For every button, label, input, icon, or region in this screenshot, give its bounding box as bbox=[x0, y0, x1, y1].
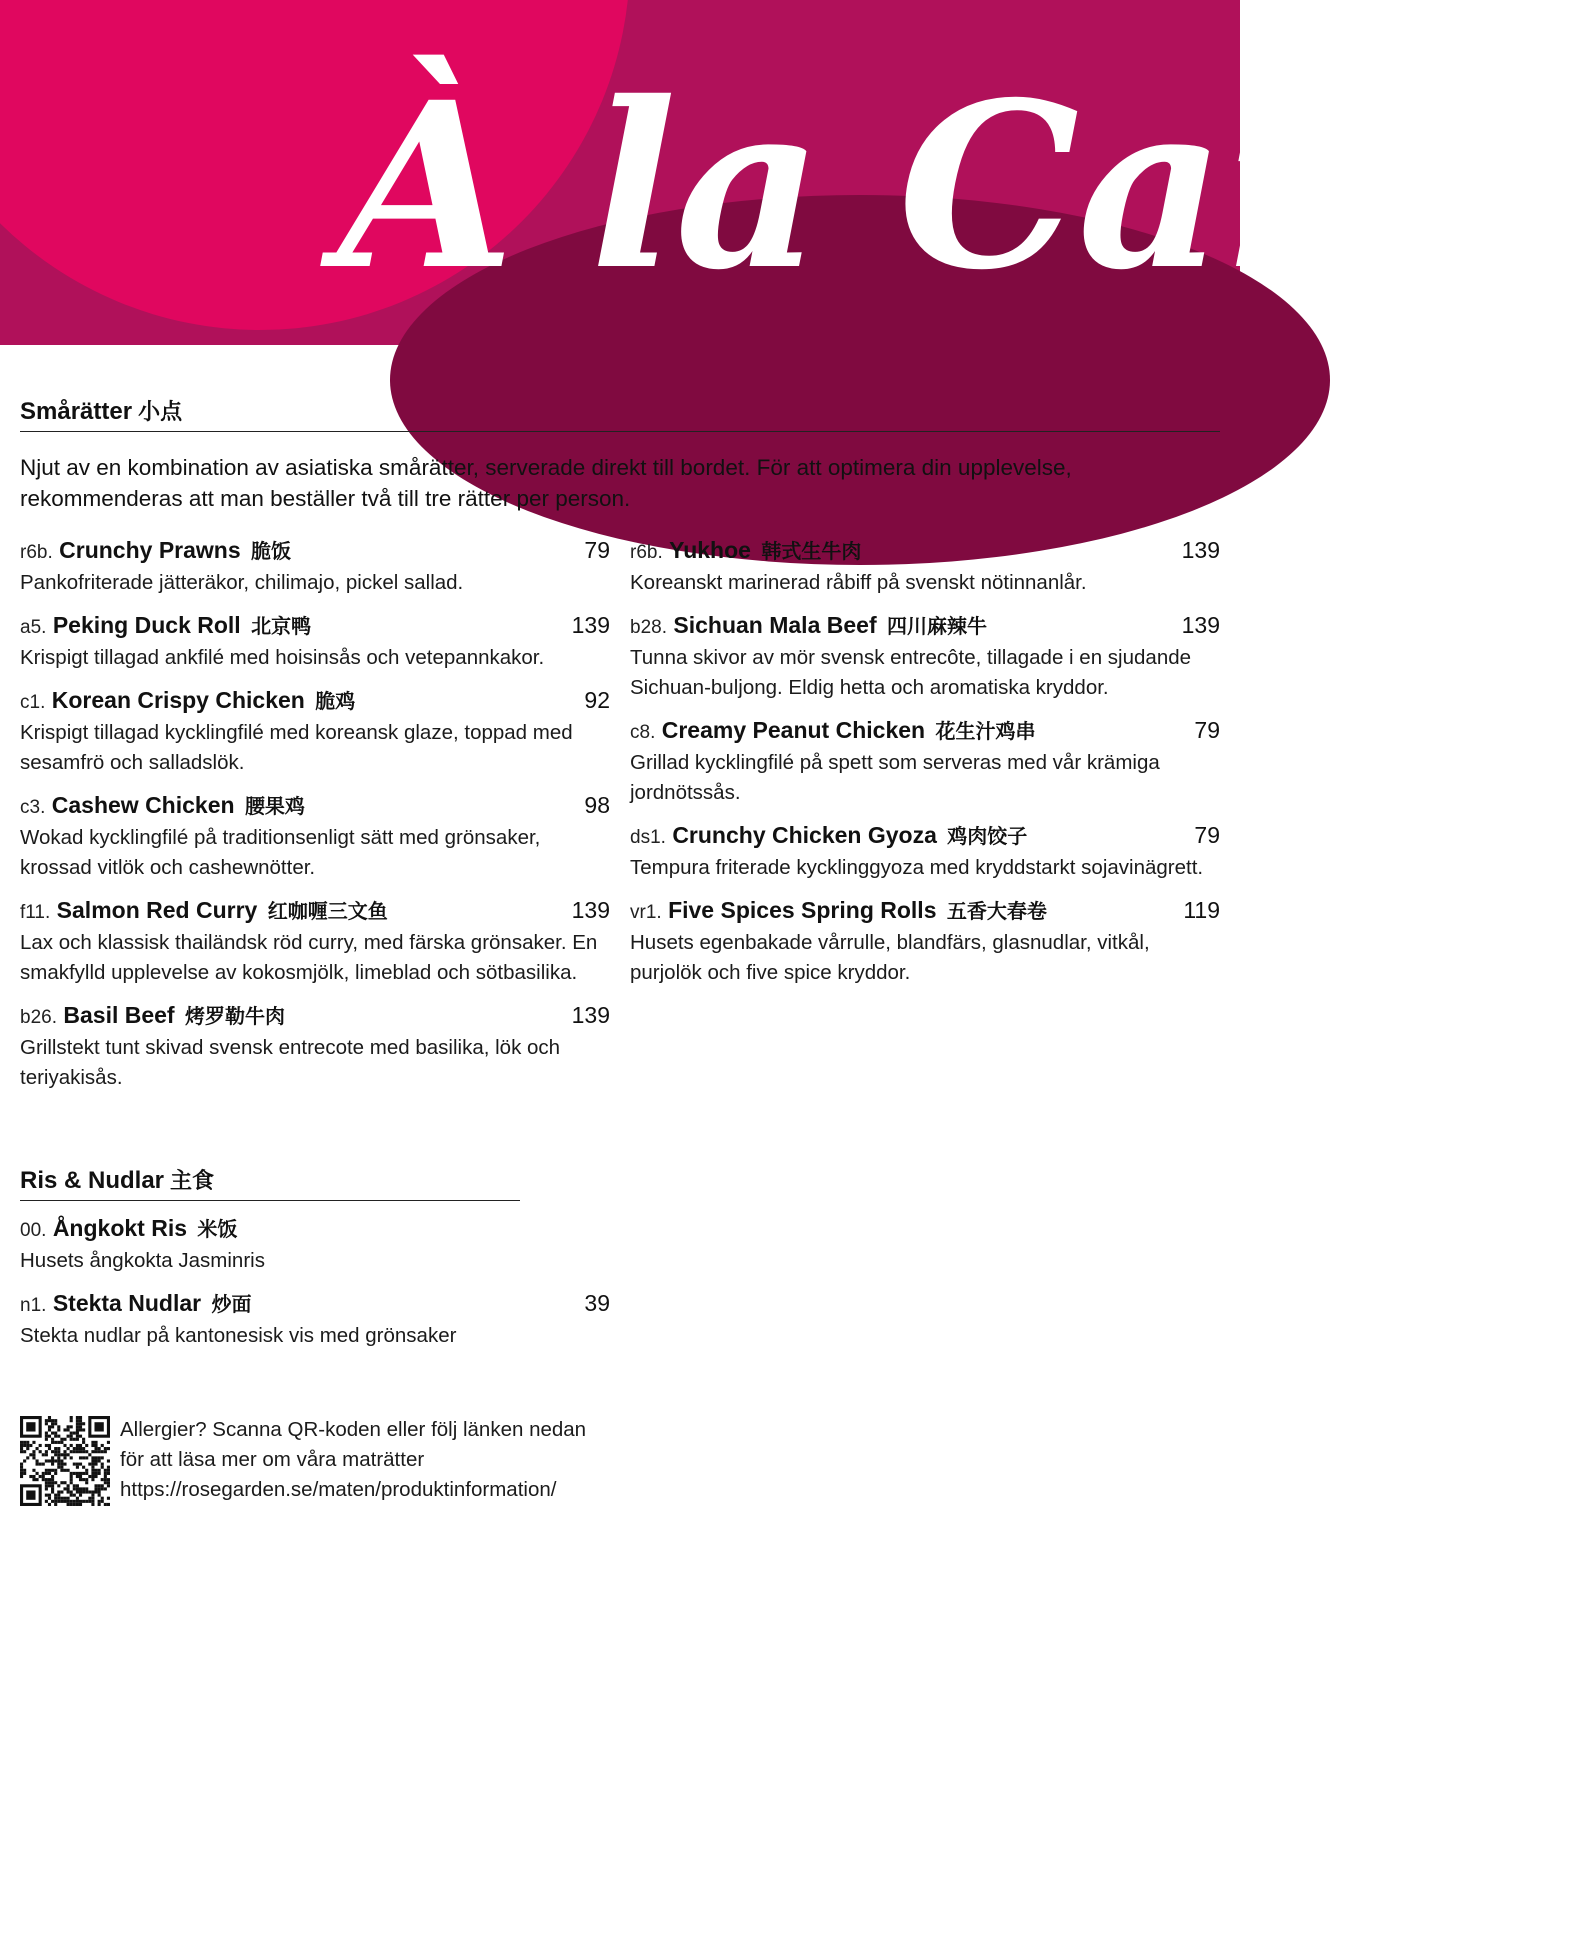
menu-item-chinese: 炒面 bbox=[211, 1292, 252, 1316]
menu-item-description: Wokad kycklingfilé på traditionsenligt sätt med grönsaker, krossad vitlök och cashewnötter. bbox=[20, 826, 541, 879]
menu-item-price: 98 bbox=[584, 792, 610, 818]
menu-item-title: Five Spices Spring Rolls bbox=[668, 897, 937, 923]
menu-item-description: Grillstekt tunt skivad svensk entrecote med basilika, lök och teriyakisås. bbox=[20, 1036, 561, 1089]
menu-item-code: 00. bbox=[20, 1220, 47, 1241]
menu-item-title: Ångkokt Ris bbox=[52, 1215, 187, 1241]
menu-item-price: 39 bbox=[584, 1290, 610, 1316]
menu-item-price: 92 bbox=[584, 687, 610, 713]
menu-item-name bbox=[20, 790, 305, 823]
menu-item-title: Stekta Nudlar bbox=[52, 1290, 202, 1316]
menu-item-name bbox=[630, 895, 1047, 928]
menu-item-description: Tunna skivor av mör svensk entrecôte, tillagade i en sjudande Sichuan-buljong. Eldig hetta och aromatiska kryddor. bbox=[630, 646, 1192, 699]
menu-item-header bbox=[20, 790, 610, 823]
menu-item-price: 79 bbox=[1194, 822, 1220, 848]
menu-item-header bbox=[630, 715, 1220, 748]
menu-item-chinese: 北京鸭 bbox=[251, 614, 312, 638]
menu-item-chinese: 韩式生牛肉 bbox=[761, 539, 862, 563]
menu-item-header bbox=[20, 1213, 610, 1246]
menu-item bbox=[20, 790, 610, 883]
menu-item-name bbox=[630, 820, 1027, 853]
menu-item-price: 139 bbox=[1181, 537, 1220, 563]
menu-item-title: Korean Crispy Chicken bbox=[51, 687, 305, 713]
menu-item bbox=[20, 1000, 610, 1093]
menu-item-description: Lax och klassisk thailändsk röd curry, med färska grönsaker. En smakfylld upplevelse av kokosmjölk, limeblad och sötbasilika. bbox=[20, 931, 598, 984]
menu-item-price: 139 bbox=[571, 1002, 610, 1028]
menu-item-name bbox=[20, 1288, 251, 1321]
section-heading-chinese: 小点 bbox=[138, 399, 183, 425]
allergy-info bbox=[120, 1415, 620, 1505]
menu-item-name bbox=[20, 895, 388, 928]
menu-item-chinese: 花生汁鸡串 bbox=[935, 719, 1036, 743]
menu-item-code: ds1. bbox=[630, 827, 666, 848]
menu-item-price: 139 bbox=[1181, 612, 1220, 638]
menu-item-code: n1. bbox=[20, 1295, 47, 1316]
menu-item-description: Husets ångkokta Jasminris bbox=[20, 1249, 265, 1272]
menu-item-name bbox=[20, 685, 355, 718]
qr-code-image bbox=[20, 1416, 110, 1506]
menu-item-name bbox=[630, 715, 1035, 748]
page-title: À la Carte bbox=[338, 52, 1588, 320]
menu-item-description: Stekta nudlar på kantonesisk vis med grönsaker bbox=[20, 1324, 457, 1347]
menu-item-price: 139 bbox=[571, 612, 610, 638]
menu-item bbox=[630, 715, 1220, 808]
section-divider bbox=[20, 1200, 520, 1201]
menu-item-header bbox=[20, 685, 610, 718]
menu-item-description: Krispigt tillagad kycklingfilé med koreansk glaze, toppad med sesamfrö och salladslök. bbox=[20, 721, 573, 774]
menu-item-code: a5. bbox=[20, 617, 47, 638]
section-heading-smaratter bbox=[20, 395, 182, 426]
menu-item-code: f11. bbox=[20, 902, 51, 923]
allergy-text-line-1: Allergier? Scanna QR-koden eller följ länken nedan bbox=[120, 1418, 587, 1441]
menu-item-name bbox=[20, 1000, 285, 1033]
menu-item-name bbox=[20, 535, 291, 568]
qr-code[interactable] bbox=[20, 1416, 110, 1506]
menu-item-title: Crunchy Chicken Gyoza bbox=[672, 822, 937, 848]
menu-item-chinese: 五香大春卷 bbox=[946, 899, 1047, 923]
menu-item bbox=[630, 535, 1220, 598]
menu-item-header bbox=[20, 535, 610, 568]
menu-item-price: 79 bbox=[584, 537, 610, 563]
menu-item-header bbox=[20, 1000, 610, 1033]
menu-item bbox=[630, 610, 1220, 703]
menu-item-price: 119 bbox=[1183, 897, 1220, 923]
menu-item-code: c3. bbox=[20, 797, 46, 818]
menu-item bbox=[20, 685, 610, 778]
menu-item-header bbox=[20, 895, 610, 928]
menu-item-header bbox=[630, 535, 1220, 568]
menu-item-title: Peking Duck Roll bbox=[52, 612, 241, 638]
menu-item bbox=[630, 820, 1220, 883]
header-banner bbox=[0, 0, 1588, 345]
menu-item-title: Sichuan Mala Beef bbox=[673, 612, 877, 638]
menu-item-code: vr1. bbox=[630, 902, 662, 923]
menu-column-ris bbox=[20, 1213, 610, 1363]
menu-item-description: Koreanskt marinerad råbiff på svenskt nötinnanlår. bbox=[630, 571, 1087, 594]
menu-item-code: r6b. bbox=[630, 542, 663, 563]
menu-column-left bbox=[20, 535, 610, 1105]
menu-item-title: Basil Beef bbox=[63, 1002, 175, 1028]
allergy-text-line-2: för att läsa mer om våra maträtter bbox=[120, 1448, 425, 1471]
menu-item-description: Pankofriterade jätteräkor, chilimajo, pickel sallad. bbox=[20, 571, 464, 594]
section-heading-label: Smårätter bbox=[20, 398, 133, 425]
menu-item-price: 79 bbox=[1194, 717, 1220, 743]
menu-column-right bbox=[630, 535, 1220, 1000]
menu-item-chinese: 四川麻辣牛 bbox=[887, 614, 987, 638]
section-heading-ris-nudlar bbox=[20, 1164, 214, 1195]
menu-item-chinese: 鸡肉饺子 bbox=[947, 824, 1028, 848]
section-heading-label: Ris & Nudlar bbox=[20, 1167, 165, 1194]
menu-item bbox=[20, 610, 610, 673]
menu-item-code: b28. bbox=[630, 617, 667, 638]
menu-item-code: c8. bbox=[630, 722, 656, 743]
menu-item bbox=[20, 1288, 610, 1351]
menu-item-title: Salmon Red Curry bbox=[56, 897, 258, 923]
menu-item-chinese: 红咖喱三文鱼 bbox=[267, 899, 388, 923]
menu-item bbox=[20, 895, 610, 988]
menu-item-header bbox=[630, 610, 1220, 643]
menu-item bbox=[630, 895, 1220, 988]
menu-item-chinese: 米饭 bbox=[197, 1217, 238, 1241]
menu-item-description: Grillad kycklingfilé på spett som serveras med vår krämiga jordnötssås. bbox=[630, 751, 1160, 804]
menu-item bbox=[20, 535, 610, 598]
menu-item-price: 139 bbox=[571, 897, 610, 923]
menu-item-title: Crunchy Prawns bbox=[59, 537, 241, 563]
menu-item-code: b26. bbox=[20, 1007, 57, 1028]
menu-item-header bbox=[630, 895, 1220, 928]
menu-item-code: r6b. bbox=[20, 542, 53, 563]
menu-item-name bbox=[630, 610, 987, 643]
menu-item-description: Husets egenbakade vårrulle, blandfärs, glasnudlar, vitkål, purjolök och five spice kryddor. bbox=[630, 931, 1150, 984]
menu-item-header bbox=[20, 610, 610, 643]
menu-item-name bbox=[630, 535, 861, 568]
menu-item-title: Creamy Peanut Chicken bbox=[661, 717, 926, 743]
menu-item-description: Tempura friterade kycklinggyoza med kryddstarkt sojavinägrett. bbox=[630, 856, 1204, 879]
menu-item-header bbox=[20, 1288, 610, 1321]
menu-item-chinese: 脆饭 bbox=[251, 539, 292, 563]
menu-item-code: c1. bbox=[20, 692, 46, 713]
menu-item-title: Cashew Chicken bbox=[51, 792, 235, 818]
allergy-link[interactable]: https://rosegarden.se/maten/produktinformation/ bbox=[120, 1478, 557, 1501]
menu-item-name bbox=[20, 1213, 237, 1246]
menu-item-description: Krispigt tillagad ankfilé med hoisinsås och vetepannkakor. bbox=[20, 646, 545, 669]
intro-text: Njut av en kombination av asiatiska smårätter, serverade direkt till bordet. För att optimera din upplevelse, rekommenderas att man beställer två till tre rätter per person. bbox=[20, 455, 1072, 511]
menu-item-chinese: 烤罗勒牛肉 bbox=[184, 1004, 285, 1028]
menu-item-header bbox=[630, 820, 1220, 853]
menu-item-chinese: 腰果鸡 bbox=[244, 794, 305, 818]
menu-item-chinese: 脆鸡 bbox=[315, 689, 356, 713]
menu-item-title: Yukhoe bbox=[669, 537, 751, 563]
menu-item-name bbox=[20, 610, 311, 643]
menu-item bbox=[20, 1213, 610, 1276]
section-divider bbox=[20, 431, 1220, 432]
section-heading-chinese: 主食 bbox=[170, 1168, 215, 1194]
